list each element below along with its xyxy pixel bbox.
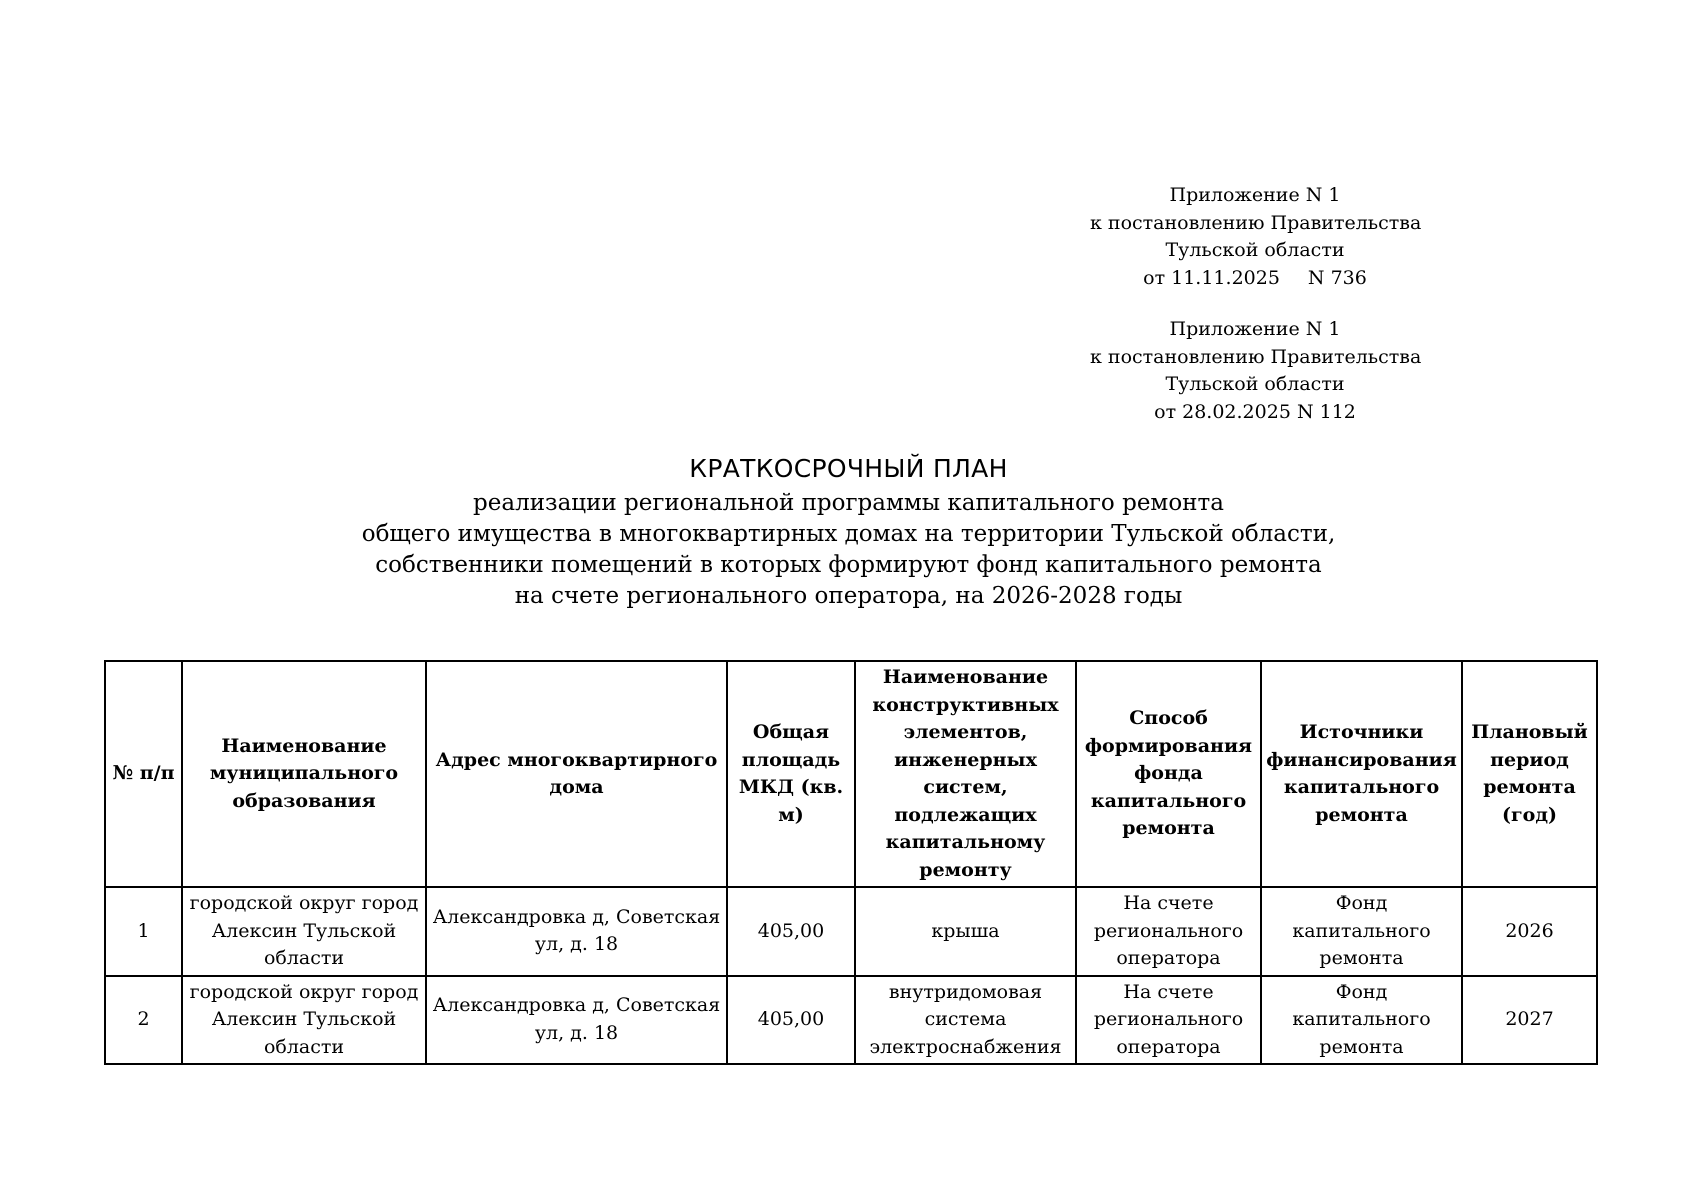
header-method: Способ формирования фонда капитального ремонта [1076,661,1261,887]
appendix-current-line1: Приложение N 1 [1169,184,1341,206]
cell-num: 1 [105,887,182,976]
appendix-original-line2: к постановлению Правительства [1090,345,1422,368]
cell-num: 2 [105,976,182,1065]
cell-municipality: городской округ город Алексин Тульской области [182,976,426,1065]
header-address: Адрес многоквартирного дома [426,661,727,887]
title-line4: собственники помещений в которых формируют фонд капитального ремонта [375,552,1322,578]
document-title [0,450,1697,612]
appendix-original [1090,316,1420,426]
cell-municipality: городской округ город Алексин Тульской области [182,887,426,976]
cell-elements: крыша [855,887,1076,976]
header-year: Плановый период ремонта (год) [1462,661,1597,887]
appendix-current-number: N 736 [1307,266,1367,289]
cell-source: Фонд капитального ремонта [1261,887,1462,976]
plan-table [104,660,1598,1065]
cell-area: 405,00 [727,887,855,976]
cell-method: На счете регионального оператора [1076,887,1261,976]
cell-area: 405,00 [727,976,855,1065]
appendix-original-line4: от 28.02.2025 N 112 [1154,400,1356,423]
cell-source: Фонд капитального ремонта [1261,976,1462,1065]
appendix-current-date-line [1090,265,1420,293]
appendix-current-date: от 11.11.2025 [1143,266,1280,289]
appendix-current [1090,182,1420,292]
header-municipality: Наименование муниципального образования [182,661,426,887]
appendix-current-line3: Тульской области [1165,239,1345,261]
header-elements: Наименование конструктивных элементов, инженерных систем, подлежащих капитальному ремонту [855,661,1076,887]
cell-year: 2026 [1462,887,1597,976]
title-line2: реализации региональной программы капитального ремонта [473,490,1224,516]
cell-elements: внутридомовая система электроснабжения [855,976,1076,1065]
header-area: Общая площадь МКД (кв. м) [727,661,855,887]
appendix-current-line2: к постановлению Правительства [1090,211,1422,234]
appendix-original-line3: Тульской области [1165,373,1345,395]
table-row [105,887,1597,976]
cell-address: Александровка д, Советская ул, д. 18 [426,887,727,976]
cell-year: 2027 [1462,976,1597,1065]
table-header-row [105,661,1597,887]
header-source: Источники финансирования капитального ремонта [1261,661,1462,887]
cell-method: На счете регионального оператора [1076,976,1261,1065]
title-line5: на счете регионального оператора, на 2026-2028 годы [514,583,1183,609]
table-row [105,976,1597,1065]
appendix-original-line1: Приложение N 1 [1169,318,1341,340]
header-num: № п/п [105,661,182,887]
title-line3: общего имущества в многоквартирных домах на территории Тульской области, [361,521,1336,547]
cell-address: Александровка д, Советская ул, д. 18 [426,976,727,1065]
title-main: КРАТКОСРОЧНЫЙ ПЛАН [689,454,1008,483]
